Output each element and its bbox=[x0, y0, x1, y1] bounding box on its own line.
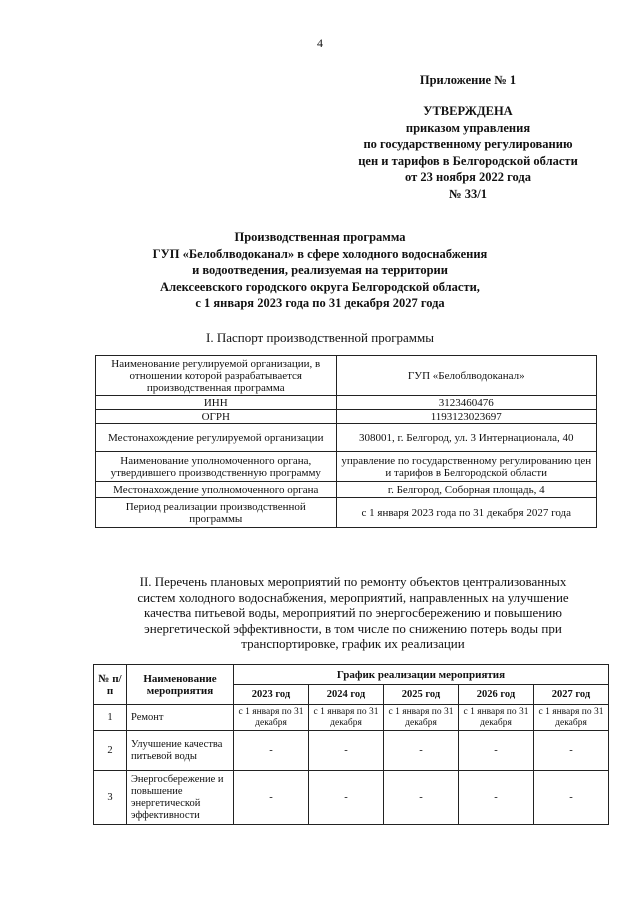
schedule-cell: - bbox=[309, 771, 384, 825]
schedule-cell: - bbox=[384, 731, 459, 771]
table-row bbox=[94, 731, 609, 771]
table-row bbox=[94, 771, 609, 825]
section2-heading bbox=[90, 574, 616, 652]
row-num: 1 bbox=[94, 705, 127, 731]
schedule-cell: - bbox=[309, 731, 384, 771]
table-row bbox=[96, 482, 597, 498]
year-header: 2025 год bbox=[384, 685, 459, 705]
heading-line: транспортировке, график их реализации bbox=[241, 636, 465, 651]
row-name: Улучшение качества питьевой воды bbox=[127, 731, 234, 771]
title-line: Алексеевского городского округа Белгородской области, bbox=[160, 279, 480, 294]
passport-value: 3123460476 bbox=[336, 396, 596, 410]
row-num: 2 bbox=[94, 731, 127, 771]
approved-label: УТВЕРЖДЕНА bbox=[423, 104, 513, 118]
passport-value: 308001, г. Белгород, ул. 3 Интернационала, 40 bbox=[336, 424, 596, 452]
passport-value: ГУП «Белоблводоканал» bbox=[336, 356, 596, 396]
schedule-cell: - bbox=[459, 731, 534, 771]
schedule-cell: - bbox=[234, 771, 309, 825]
approval-line: приказом управления bbox=[405, 120, 531, 135]
page-number: 4 bbox=[317, 36, 323, 50]
passport-value: управление по государственному регулированию цен и тарифов в Белгородской области bbox=[336, 452, 596, 482]
passport-label: Местонахождение уполномоченного органа bbox=[96, 482, 337, 498]
schedule-cell: - bbox=[459, 771, 534, 825]
approval-line: по государственному регулированию bbox=[363, 137, 573, 151]
title-line: ГУП «Белоблводоканал» в сфере холодного водоснабжения bbox=[152, 246, 488, 261]
schedule-cell: с 1 января по 31 декабря bbox=[459, 705, 534, 731]
schedule-cell: - bbox=[234, 731, 309, 771]
table-row bbox=[96, 452, 597, 482]
title-line: Производственная программа bbox=[234, 230, 406, 244]
schedule-cell: - bbox=[534, 771, 609, 825]
passport-label: ИНН bbox=[96, 396, 337, 410]
passport-label: Период реализации производственной программы bbox=[96, 498, 337, 528]
heading-line: систем холодного водоснабжения, мероприятий, направленных на улучшение bbox=[137, 589, 569, 605]
passport-label: ОГРН bbox=[96, 410, 337, 424]
heading-line: качества питьевой воды, мероприятий по энергосбережению и повышению bbox=[144, 605, 562, 620]
year-header: 2027 год bbox=[534, 685, 609, 705]
col-num-header: № п/п bbox=[94, 665, 127, 705]
measures-table bbox=[93, 664, 609, 825]
row-name: Энергосбережение и повышение энергетической эффективности bbox=[127, 771, 234, 825]
year-header: 2024 год bbox=[309, 685, 384, 705]
approval-line: цен и тарифов в Белгородской области bbox=[358, 153, 578, 168]
passport-label: Наименование регулируемой организации, в отношении которой разрабатывается производственная программа bbox=[96, 356, 337, 396]
schedule-cell: - bbox=[534, 731, 609, 771]
table-row bbox=[94, 705, 609, 731]
year-header: 2026 год bbox=[459, 685, 534, 705]
section1-heading: I. Паспорт производственной программы bbox=[206, 330, 434, 345]
passport-label: Местонахождение регулируемой организации bbox=[96, 424, 337, 452]
header-row bbox=[94, 665, 609, 685]
passport-table bbox=[95, 355, 597, 528]
heading-line: энергетической эффективности, в том числе по снижению потерь воды при bbox=[144, 620, 562, 636]
row-num: 3 bbox=[94, 771, 127, 825]
schedule-cell: с 1 января по 31 декабря bbox=[534, 705, 609, 731]
table-row bbox=[96, 396, 597, 410]
appendix-title: Приложение № 1 bbox=[419, 73, 517, 87]
schedule-cell: - bbox=[384, 771, 459, 825]
table-row bbox=[96, 498, 597, 528]
schedule-cell: с 1 января по 31 декабря bbox=[234, 705, 309, 731]
approval-number: № 33/1 bbox=[449, 186, 487, 201]
title-line: с 1 января 2023 года по 31 декабря 2027 года bbox=[195, 296, 445, 310]
year-header: 2023 год bbox=[234, 685, 309, 705]
col-schedule-header: График реализации мероприятия bbox=[234, 665, 609, 685]
approval-block bbox=[300, 103, 636, 202]
passport-value: 1193123023697 bbox=[336, 410, 596, 424]
table-row bbox=[96, 424, 597, 452]
table-row bbox=[96, 410, 597, 424]
schedule-cell: с 1 января по 31 декабря bbox=[384, 705, 459, 731]
passport-label: Наименование уполномоченного органа, утвердившего производственную программу bbox=[96, 452, 337, 482]
approval-date: от 23 ноября 2022 года bbox=[405, 170, 531, 184]
row-name: Ремонт bbox=[127, 705, 234, 731]
col-name-header: Наименование мероприятия bbox=[127, 665, 234, 705]
title-line: и водоотведения, реализуемая на территории bbox=[192, 263, 448, 277]
table-row bbox=[96, 356, 597, 396]
passport-value: с 1 января 2023 года по 31 декабря 2027 года bbox=[336, 498, 596, 528]
program-title bbox=[0, 229, 640, 312]
schedule-cell: с 1 января по 31 декабря bbox=[309, 705, 384, 731]
passport-value: г. Белгород, Соборная площадь, 4 bbox=[336, 482, 596, 498]
heading-line: II. Перечень плановых мероприятий по ремонту объектов централизованных bbox=[139, 574, 567, 589]
